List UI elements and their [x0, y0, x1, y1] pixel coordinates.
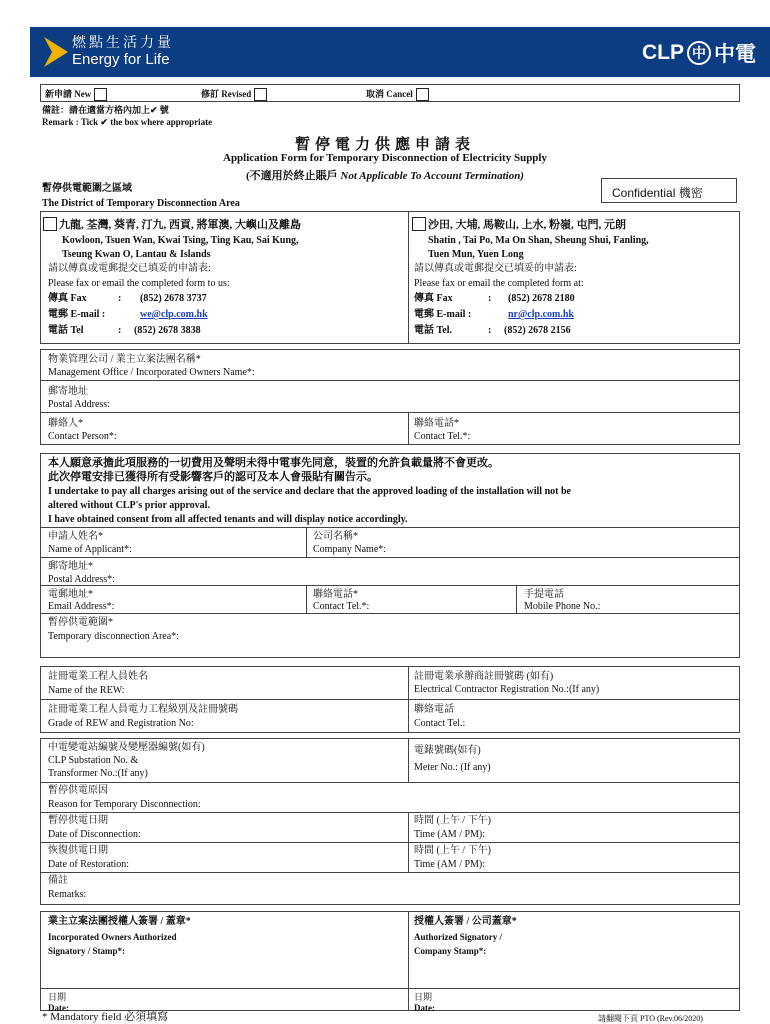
company-name-label-zh: 公司名稱* [313, 531, 358, 542]
revised-option [201, 88, 267, 101]
shatin-email-link[interactable]: nr@clp.com.hk [508, 309, 574, 320]
mgmt-tel-label-en: Contact Tel.*: [414, 431, 471, 442]
rest-time-label-en: Time (AM / PM): [414, 859, 486, 870]
details-divider-1 [40, 782, 740, 783]
io-signatory-label-en1: Incorporated Owners Authorized [48, 932, 177, 942]
kowloon-email-link[interactable]: we@clp.com.hk [140, 309, 208, 320]
shatin-fax-label: 傳真 Fax [414, 293, 453, 304]
district-divider [408, 211, 409, 344]
revised-checkbox[interactable] [254, 88, 267, 101]
applicant-divider-3 [40, 585, 740, 586]
district-shatin-checkbox[interactable] [412, 217, 426, 231]
shatin-tel-label: 電話 Tel. [414, 325, 452, 336]
cancel-checkbox[interactable] [416, 88, 429, 101]
mgmt-office-label-zh: 物業管理公司 / 業主立案法團名稱* [48, 354, 201, 365]
io-signatory-label-en2: Signatory / Stamp*: [48, 946, 126, 956]
rew-name-label-en: Name of the REW: [48, 685, 125, 696]
clp-logo-zh: 中電 [714, 43, 756, 66]
clp-logo [642, 38, 756, 68]
disc-date-label-zh: 暫停供電日期 [48, 815, 108, 826]
auth-signatory-label-en2: Company Stamp*: [414, 946, 487, 956]
shatin-fax-value: (852) 2678 2180 [508, 293, 575, 304]
remark-en: Remark : Tick ✔ the box where appropriate [42, 117, 213, 127]
mgmt-postal-label-en: Postal Address: [48, 399, 110, 410]
details-divider-4 [40, 872, 740, 873]
meter-label-zh: 電錶號碼(如有) [414, 745, 481, 756]
kowloon-fax-label: 傳真 Fax [48, 293, 87, 304]
cancel-option [366, 88, 429, 101]
applicant-col-divider-3 [516, 585, 517, 613]
applicant-name-label-zh: 申請人姓名* [48, 531, 103, 542]
shatin-tel-value: (852) 2678 2156 [504, 325, 571, 336]
note-en: Not Applicable To Account Termination) [340, 170, 524, 182]
mgmt-tel-label-zh: 聯絡電話* [414, 418, 459, 429]
applicant-divider-1 [40, 527, 740, 528]
cancel-label: 取消 Cancel [366, 89, 413, 99]
district-kowloon-instr-zh: 請以傳真或電郵提交已填妥的申請表: [48, 263, 211, 274]
applicant-name-label-en: Name of Applicant*: [48, 544, 132, 555]
page-footer-pto: 請翻閱下頁 PTO (Rev.06/2020) [598, 1014, 703, 1023]
remarks-label-en: Remarks: [48, 889, 87, 900]
applicant-col-divider-2 [306, 585, 307, 613]
auth-signatory-label-zh: 授權人簽署 / 公司蓋章* [414, 916, 517, 927]
mgmt-row-divider-2 [40, 412, 740, 413]
email-label-en: Email Address*: [48, 601, 115, 612]
rew-tel-label-en: Contact Tel.: [414, 718, 466, 729]
rew-tel-label-zh: 聯絡電話 [414, 704, 454, 715]
applicant-tel-label-en: Contact Tel.*: [313, 601, 370, 612]
form-title-en: Application Form for Temporary Disconnection of Electricity Supply [223, 152, 547, 164]
shatin-tel-colon: : [488, 325, 492, 336]
rew-grade-label-zh: 註冊電業工程人員電力工程級別及註冊號碼 [48, 704, 238, 715]
io-signatory-label-zh: 業主立案法團授權人簽署 / 蓋章* [48, 916, 191, 927]
form-title-zh: 暫停電力供應申請表 [294, 137, 475, 153]
applicant-col-divider-1 [306, 527, 307, 557]
shatin-email-label: 電郵 E-mail : [414, 309, 472, 320]
contractor-label-en: Electrical Contractor Registration No.:(If any) [414, 684, 600, 695]
header-banner [30, 27, 770, 77]
remarks-label-zh: 備註 [48, 875, 68, 886]
undertaking-en-1: I undertake to pay all charges arising out of the service and declare that the approved loading of the installation will not be [48, 486, 571, 497]
mobile-label-zh: 手提電話 [524, 589, 564, 600]
area-label-en: Temporary disconnection Area*: [48, 631, 179, 642]
slogan-en: Energy for Life [72, 51, 170, 68]
new-option [45, 88, 107, 101]
undertaking-zh-1: 本人願意承擔此項服務的一切費用及聲明未得中電事先同意，裝置的允許負載量將不會更改。 [48, 457, 499, 469]
district-shatin-instr-en: Please fax or email the completed form at: [414, 278, 584, 289]
district-kowloon-zh: 九龍, 荃灣, 葵青, 汀九, 西貢, 將軍澳, 大嶼山及離島 [59, 219, 301, 231]
applicant-section [40, 453, 740, 658]
substation-label-en1: CLP Substation No. & [48, 755, 139, 766]
kowloon-fax-colon: : [118, 293, 122, 304]
kowloon-tel-value: (852) 2678 3838 [134, 325, 201, 336]
mgmt-row-divider-1 [40, 380, 740, 381]
confidential-label: Confidential 機密 [601, 178, 737, 203]
mgmt-contact-label-zh: 聯絡人* [48, 418, 83, 429]
auth-signatory-label-en1: Authorized Signatory / [414, 932, 503, 942]
mobile-label-en: Mobile Phone No.: [524, 601, 601, 612]
reason-label-en: Reason for Temporary Disconnection: [48, 799, 201, 810]
mgmt-contact-label-en: Contact Person*: [48, 431, 117, 442]
shatin-fax-colon: : [488, 293, 492, 304]
right-date-label-en: Date: [414, 1003, 435, 1013]
district-shatin-zh: 沙田, 大埔, 馬鞍山, 上水, 粉嶺, 屯門, 元朗 [428, 219, 626, 231]
applicant-divider-4 [40, 613, 740, 614]
new-checkbox[interactable] [94, 88, 107, 101]
revised-label: 修訂 Revised [201, 89, 252, 99]
rest-date-label-zh: 恢復供電日期 [48, 845, 108, 856]
kowloon-email-label: 電郵 E-mail : [48, 309, 106, 320]
meter-label-en: Meter No.: (If any) [414, 762, 491, 773]
district-kowloon-checkbox[interactable] [43, 217, 57, 231]
substation-label-zh: 中電變電站編號及變壓器編號(如有) [48, 742, 205, 753]
remark-zh: 備註：請在適當方格內加上✔ 號 [42, 105, 169, 115]
rest-time-label-zh: 時間 (上午 / 下午) [414, 845, 491, 856]
applicant-postal-label-zh: 郵寄地址* [48, 561, 93, 572]
left-date-label-en: Date: [48, 1003, 69, 1013]
flame-logo-icon [42, 35, 70, 69]
slogan-zh: 燃點生活力量 [72, 34, 174, 50]
disc-time-label-zh: 時間 (上午 / 下午) [414, 815, 491, 826]
contractor-label-zh: 註冊電業承辦商註冊號碼 (如有) [414, 671, 554, 682]
district-shatin-en1: Shatin , Tai Po, Ma On Shan, Sheung Shui, Fanling, [428, 235, 649, 246]
details-col-divider-1 [408, 738, 409, 782]
details-section [40, 738, 740, 905]
applicant-tel-label-zh: 聯絡電話* [313, 589, 358, 600]
clp-logo-text: CLP [642, 41, 684, 64]
district-heading-en: The District of Temporary Disconnection Area [42, 198, 240, 209]
details-divider-3 [40, 842, 740, 843]
signature-col-divider [408, 911, 409, 1011]
mandatory-note: * Mandatory field 必須填寫 [42, 1011, 169, 1023]
rew-name-label-zh: 註冊電業工程人員姓名 [48, 671, 148, 682]
area-label-zh: 暫停供電範圍* [48, 617, 113, 628]
district-shatin-en2: Tuen Mun, Yuen Long [428, 249, 524, 260]
district-heading-zh: 暫停供電範圍之區域 [42, 183, 132, 194]
rew-row-divider [40, 699, 740, 700]
clp-circle-icon: 中 [687, 41, 711, 65]
right-date-label-zh: 日期 [414, 992, 433, 1002]
new-label: 新申請 New [45, 89, 92, 99]
district-kowloon-en1: Kowloon, Tsuen Wan, Kwai Tsing, Ting Kau, Sai Kung, [62, 235, 299, 246]
applicant-divider-2 [40, 557, 740, 558]
rew-grade-label-en: Grade of REW and Registration No: [48, 718, 194, 729]
district-kowloon-en2: Tseung Kwan O, Lantau & Islands [62, 249, 211, 260]
applicant-postal-label-en: Postal Address*: [48, 574, 115, 585]
company-name-label-en: Company Name*: [313, 544, 387, 555]
email-label-zh: 電郵地址* [48, 589, 93, 600]
undertaking-en-3: I have obtained consent from all affected tenants and will display notice accordingly. [48, 514, 408, 525]
kowloon-fax-value: (852) 2678 3737 [140, 293, 207, 304]
mgmt-postal-label-zh: 郵寄地址 [48, 386, 88, 397]
kowloon-tel-colon: : [118, 325, 122, 336]
note-prefix: (不適用於終止賬戶 [246, 170, 338, 182]
undertaking-zh-2: 此次停電安排已獲得所有受影響客戶的認可及本人會張貼有關告示。 [48, 471, 378, 483]
substation-label-en2: Transformer No.:(If any) [48, 768, 148, 779]
district-kowloon-instr-en: Please fax or email the completed form to us: [48, 278, 230, 289]
undertaking-en-2: altered without CLP's prior approval. [48, 500, 210, 511]
kowloon-tel-label: 電話 Tel [48, 325, 84, 336]
disc-date-label-en: Date of Disconnection: [48, 829, 141, 840]
reason-label-zh: 暫停供電原因 [48, 785, 108, 796]
district-shatin-instr-zh: 請以傳真或電郵提交已填妥的申請表: [414, 263, 577, 274]
mgmt-col-divider [408, 412, 409, 445]
brand-slogan [72, 33, 174, 69]
details-divider-2 [40, 812, 740, 813]
rest-date-label-en: Date of Restoration: [48, 859, 130, 870]
disc-time-label-en: Time (AM / PM): [414, 829, 486, 840]
mgmt-office-label-en: Management Office / Incorporated Owners Name*: [48, 367, 255, 378]
signature-row-divider [40, 988, 740, 989]
left-date-label-zh: 日期 [48, 992, 67, 1002]
